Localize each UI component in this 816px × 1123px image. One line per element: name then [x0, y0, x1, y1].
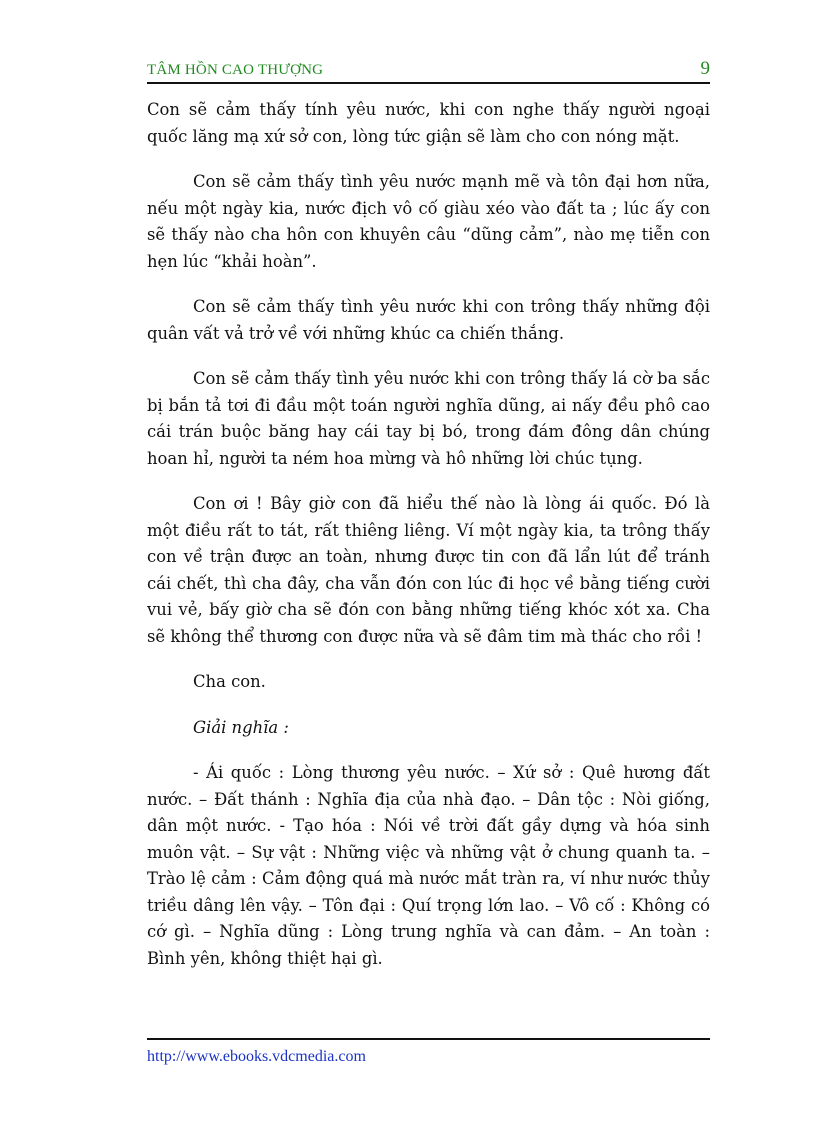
signature-line: Cha con. — [193, 672, 266, 691]
page-footer — [147, 1038, 710, 1066]
glossary-text: - Ái quốc : Lòng thương yêu nước. – Xứ sở : Quê hương đất nước. – Đất thánh : Nghĩa địa của nhà đạo. – Dân tộc : Nòi giống, dân một nước. - Tạo hóa : Nói về trời đất gầy dựng và hóa sinh muôn vật. – Sự vật : Những việc và những vật ở chung quanh ta. – Trào lệ cảm : Cảm động quá mà nước mắt tràn ra, ví như nước thủy triều dâng lên vậy. – Tôn đại : Quí trọng lớn lao. – Vô cố : Không có cớ gì. – Nghĩa dũng : Lòng trung nghĩa và can đảm. – An toàn : Bình yên, không thiệt hại gì. — [147, 763, 710, 968]
page-content — [147, 97, 710, 991]
paragraph: Con sẽ cảm thấy tính yêu nước, khi con nghe thấy người ngoại quốc lăng mạ xứ sở con, lòng tức giận sẽ làm cho con nóng mặt. — [147, 100, 710, 146]
paragraph: Con sẽ cảm thấy tình yêu nước khi con trông thấy những đội quân vất vả trở về với những khúc ca chiến thắng. — [147, 297, 710, 343]
page-header — [147, 60, 710, 84]
glossary-heading: Giải nghĩa : — [193, 717, 289, 737]
book-title: TÂM HỒN CAO THƯỢNG — [147, 62, 324, 78]
footer-link[interactable]: http://www.ebooks.vdcmedia.com — [147, 1048, 366, 1065]
paragraph: Con ơi ! Bây giờ con đã hiểu thế nào là lòng ái quốc. Đó là một điều rất to tát, rất thiêng liêng. Ví một ngày kia, ta trông thấy con về trận được an toàn, nhưng được tin con đã lẩn lút để tránh cái chết, thì cha đây, cha vẫn đón con lúc đi học về bằng tiếng cười vui vẻ, bấy giờ cha sẽ đón con bằng những tiếng khóc xót xa. Cha sẽ không thể thương con được nữa và sẽ đâm tim mà thác cho rồi ! — [147, 494, 710, 646]
paragraph: Con sẽ cảm thấy tình yêu nước khi con trông thấy lá cờ ba sắc bị bắn tả tơi đi đầu một toán người nghĩa dũng, ai nấy đều phô cao cái trán buộc băng hay cái tay bị bó, trong đám đông dân chúng hoan hỉ, người ta ném hoa mừng và hô những lời chúc tụng. — [147, 369, 710, 468]
page-number: 9 — [700, 58, 710, 79]
paragraph: Con sẽ cảm thấy tình yêu nước mạnh mẽ và tôn đại hơn nữa, nếu một ngày kia, nước địch vô cố giàu xéo vào đất ta ; lúc ấy con sẽ thấy nào cha hôn con khuyên câu “dũng cảm”, nào mẹ tiễn con hẹn lúc “khải hoàn”. — [147, 172, 710, 271]
